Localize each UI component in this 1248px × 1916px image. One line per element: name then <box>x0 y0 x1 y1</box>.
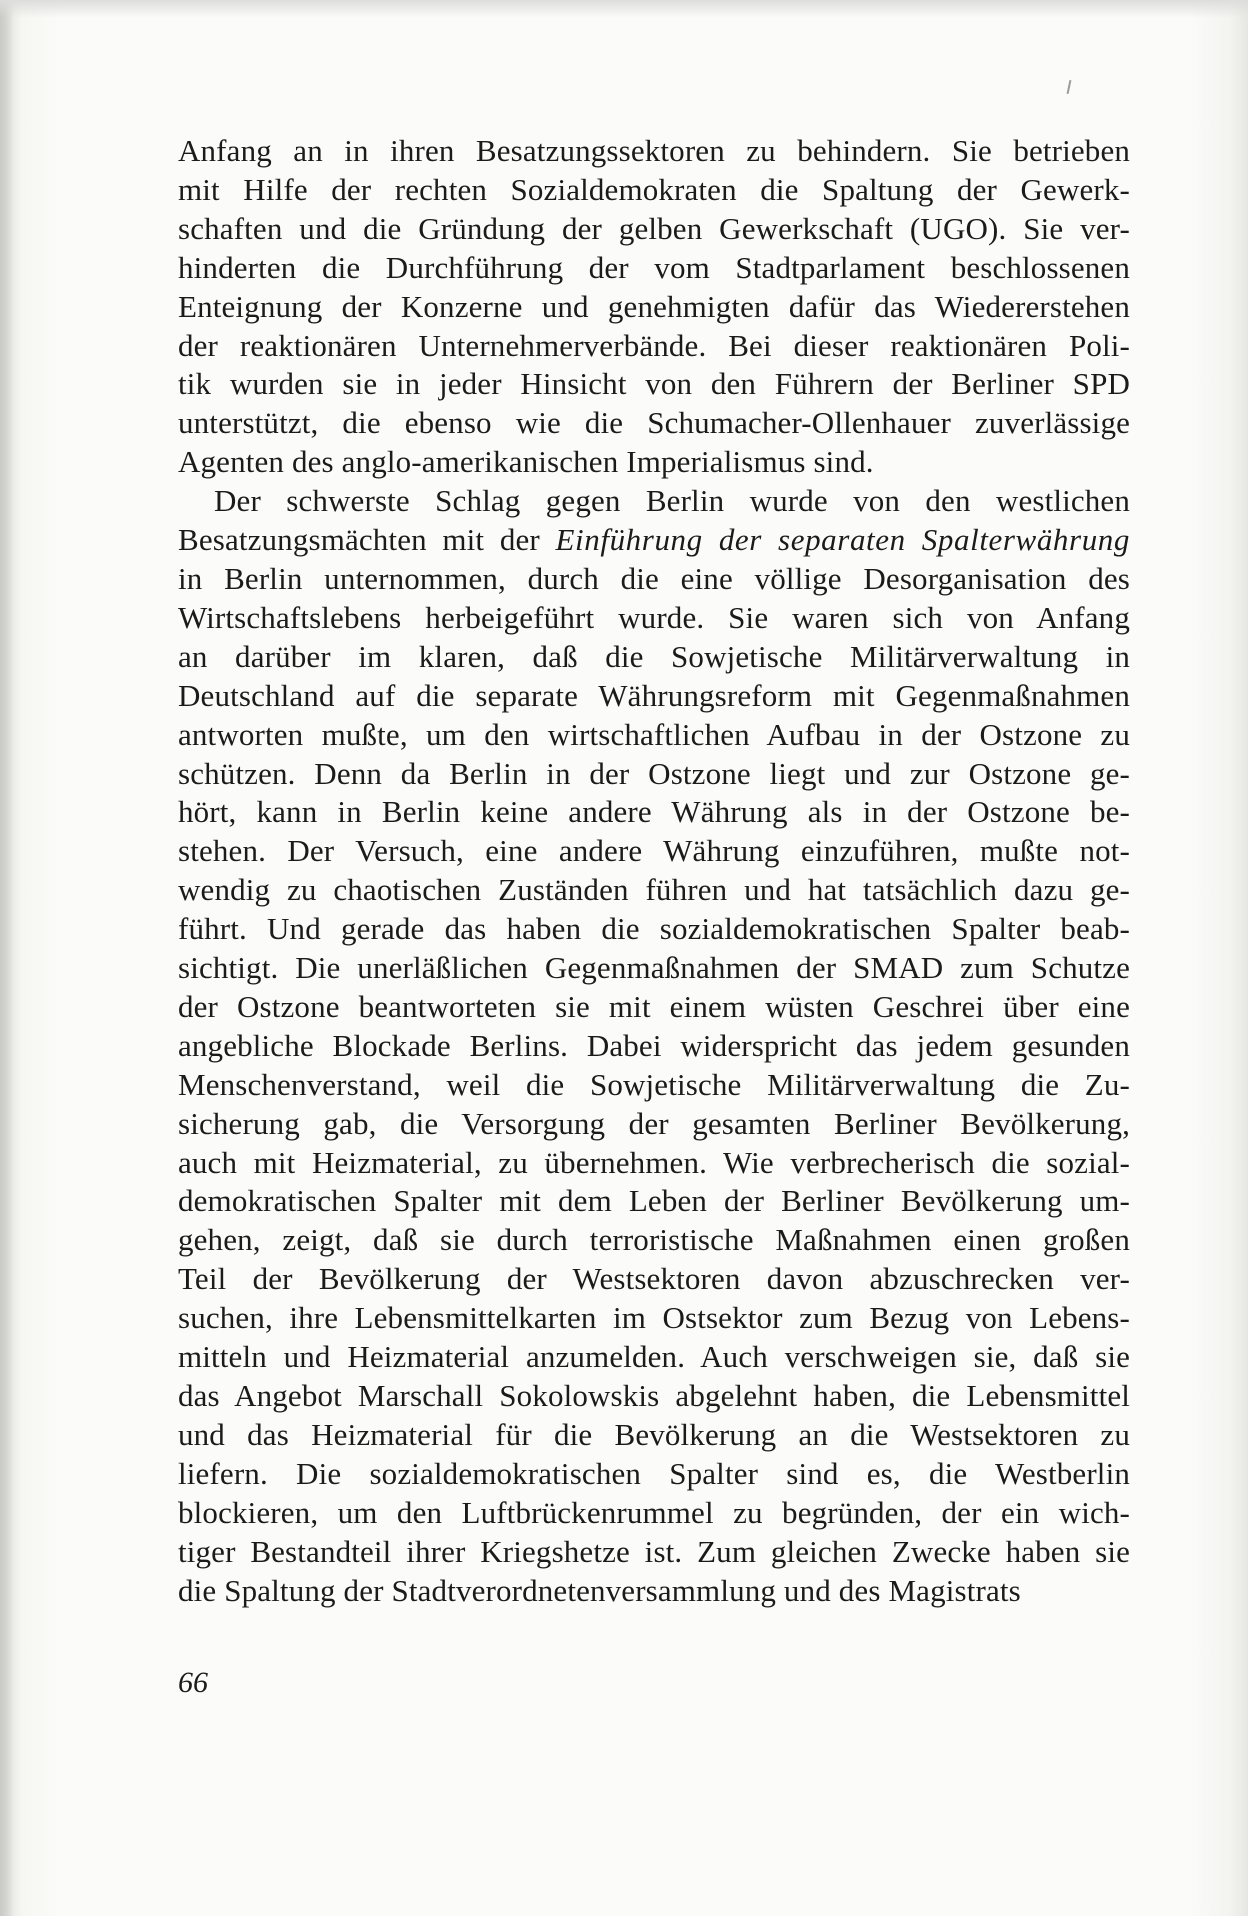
text-segment: Deutschland auf die separate Währungsreform mit Gegenmaßnahmen <box>178 677 1130 713</box>
text-line <box>178 1027 1130 1066</box>
text-line <box>178 677 1130 716</box>
text-segment: schaften und die Gründung der gelben Gewerkschaft (UGO). Sie ver- <box>178 210 1130 246</box>
text-segment: schützen. Denn da Berlin in der Ostzone liegt und zur Ostzone ge- <box>178 755 1130 791</box>
text-line <box>178 1260 1130 1299</box>
text-line <box>178 1494 1130 1533</box>
text-segment: Agenten des anglo-amerikanischen Imperialismus sind. <box>178 444 874 480</box>
text-line <box>178 443 1130 482</box>
text-segment: Anfang an in ihren Besatzungssektoren zu behindern. Sie betrieben <box>178 133 1130 168</box>
text-line <box>178 949 1130 988</box>
text-segment: und das Heizmaterial für die Bevölkerung an die Westsektoren zu <box>178 1416 1130 1452</box>
text-line <box>178 171 1130 210</box>
page-edge-shadow <box>0 0 14 1916</box>
text-line <box>178 716 1130 755</box>
text-segment: hört, kann in Berlin keine andere Währung als in der Ostzone be- <box>178 794 1130 830</box>
text-segment: Teil der Bevölkerung der Westsektoren davon abzuschrecken ver- <box>178 1261 1130 1297</box>
body-text <box>178 132 1130 1610</box>
text-segment: der reaktionären Unternehmerverbände. Bei dieser reaktionären Poli- <box>178 327 1130 363</box>
text-segment: Der schwerste Schlag gegen Berlin wurde von den westlichen <box>214 483 1130 519</box>
text-line <box>178 482 1130 521</box>
text-line <box>178 365 1130 404</box>
text-segment: das Angebot Marschall Sokolowskis abgelehnt haben, die Lebensmittel <box>178 1378 1130 1413</box>
text-line <box>178 1105 1130 1144</box>
text-line <box>178 755 1130 794</box>
text-line <box>178 210 1130 249</box>
text-line <box>178 1572 1130 1611</box>
text-line <box>178 988 1130 1027</box>
text-segment: unterstützt, die ebenso wie die Schumacher-Ollenhauer zuverlässige <box>178 405 1130 441</box>
text-line <box>178 910 1130 949</box>
text-segment: tiger Bestandteil ihrer Kriegshetze ist. Zum gleichen Zwecke haben sie <box>178 1533 1130 1569</box>
text-segment: tik wurden sie in jeder Hinsicht von den Führern der Berliner SPD <box>178 366 1130 402</box>
text-segment: antworten mußte, um den wirtschaftlichen Aufbau in der Ostzone zu <box>178 716 1130 752</box>
text-line <box>178 638 1130 677</box>
text-segment: angebliche Blockade Berlins. Dabei widerspricht das jedem gesunden <box>178 1027 1130 1063</box>
text-line <box>178 871 1130 910</box>
text-line <box>178 1533 1130 1572</box>
stray-print-mark <box>1067 80 1072 94</box>
text-segment: sichtigt. Die unerläßlichen Gegenmaßnahmen der SMAD zum Schutze <box>178 950 1130 986</box>
text-segment: gehen, zeigt, daß sie durch terroristische Maßnahmen einen großen <box>178 1222 1130 1258</box>
text-segment: die Spaltung der Stadtverordnetenversammlung und des Magistrats <box>178 1572 1021 1608</box>
text-segment: wendig zu chaotischen Zuständen führen und hat tatsächlich dazu ge- <box>178 872 1130 908</box>
text-line <box>178 832 1130 871</box>
text-segment: mit Hilfe der rechten Sozialdemokraten die Spaltung der Gewerk- <box>178 171 1130 207</box>
text-segment: an darüber im klaren, daß die Sowjetische Militärverwaltung in <box>178 638 1130 674</box>
text-line <box>178 1182 1130 1221</box>
italic-emphasis: Einführung der separaten Spalterwährung <box>555 522 1130 558</box>
text-segment: Besatzungsmächten mit der <box>178 522 556 558</box>
text-line <box>178 1066 1130 1105</box>
text-line <box>178 793 1130 832</box>
text-segment: suchen, ihre Lebensmittelkarten im Ostsektor zum Bezug von Lebens- <box>178 1300 1130 1336</box>
text-segment: Enteignung der Konzerne und genehmigten dafür das Wiedererstehen <box>178 288 1130 324</box>
text-line <box>178 1377 1130 1416</box>
text-segment: mitteln und Heizmaterial anzumelden. Auch verschweigen sie, daß sie <box>178 1339 1130 1375</box>
text-segment: demokratischen Spalter mit dem Leben der Berliner Bevölkerung um- <box>178 1183 1130 1219</box>
text-line <box>178 560 1130 599</box>
paragraph <box>178 482 1130 1610</box>
page-top-shadow <box>0 0 1248 18</box>
text-line <box>178 249 1130 288</box>
text-segment: auch mit Heizmaterial, zu übernehmen. Wie verbrecherisch die sozial- <box>178 1144 1130 1180</box>
text-line <box>178 599 1130 638</box>
text-segment: in Berlin unternommen, durch die eine völlige Desorganisation des <box>178 560 1130 596</box>
text-line <box>178 1144 1130 1183</box>
text-line <box>178 132 1130 171</box>
page-number: 66 <box>178 1666 208 1699</box>
text-segment: Menschenverstand, weil die Sowjetische Militärverwaltung die Zu- <box>178 1066 1130 1102</box>
text-segment: Wirtschaftslebens herbeigeführt wurde. Sie waren sich von Anfang <box>178 599 1130 635</box>
text-line <box>178 1416 1130 1455</box>
text-line <box>178 1221 1130 1260</box>
text-line <box>178 288 1130 327</box>
text-segment: sicherung gab, die Versorgung der gesamten Berliner Bevölkerung, <box>178 1105 1130 1141</box>
text-line <box>178 1455 1130 1494</box>
text-segment: hinderten die Durchführung der vom Stadtparlament beschlossenen <box>178 249 1130 285</box>
text-segment: blockieren, um den Luftbrückenrummel zu begründen, der ein wich- <box>178 1494 1130 1530</box>
text-line <box>178 521 1130 560</box>
text-line <box>178 1338 1130 1377</box>
text-segment: liefern. Die sozialdemokratischen Spalter sind es, die Westberlin <box>178 1455 1130 1491</box>
paragraph <box>178 132 1130 482</box>
text-line <box>178 404 1130 443</box>
text-line <box>178 327 1130 366</box>
text-segment: der Ostzone beantworteten sie mit einem wüsten Geschrei über eine <box>178 988 1130 1024</box>
text-segment: führt. Und gerade das haben die sozialdemokratischen Spalter beab- <box>178 911 1130 947</box>
text-line <box>178 1299 1130 1338</box>
text-segment: stehen. Der Versuch, eine andere Währung einzuführen, mußte not- <box>178 833 1130 869</box>
